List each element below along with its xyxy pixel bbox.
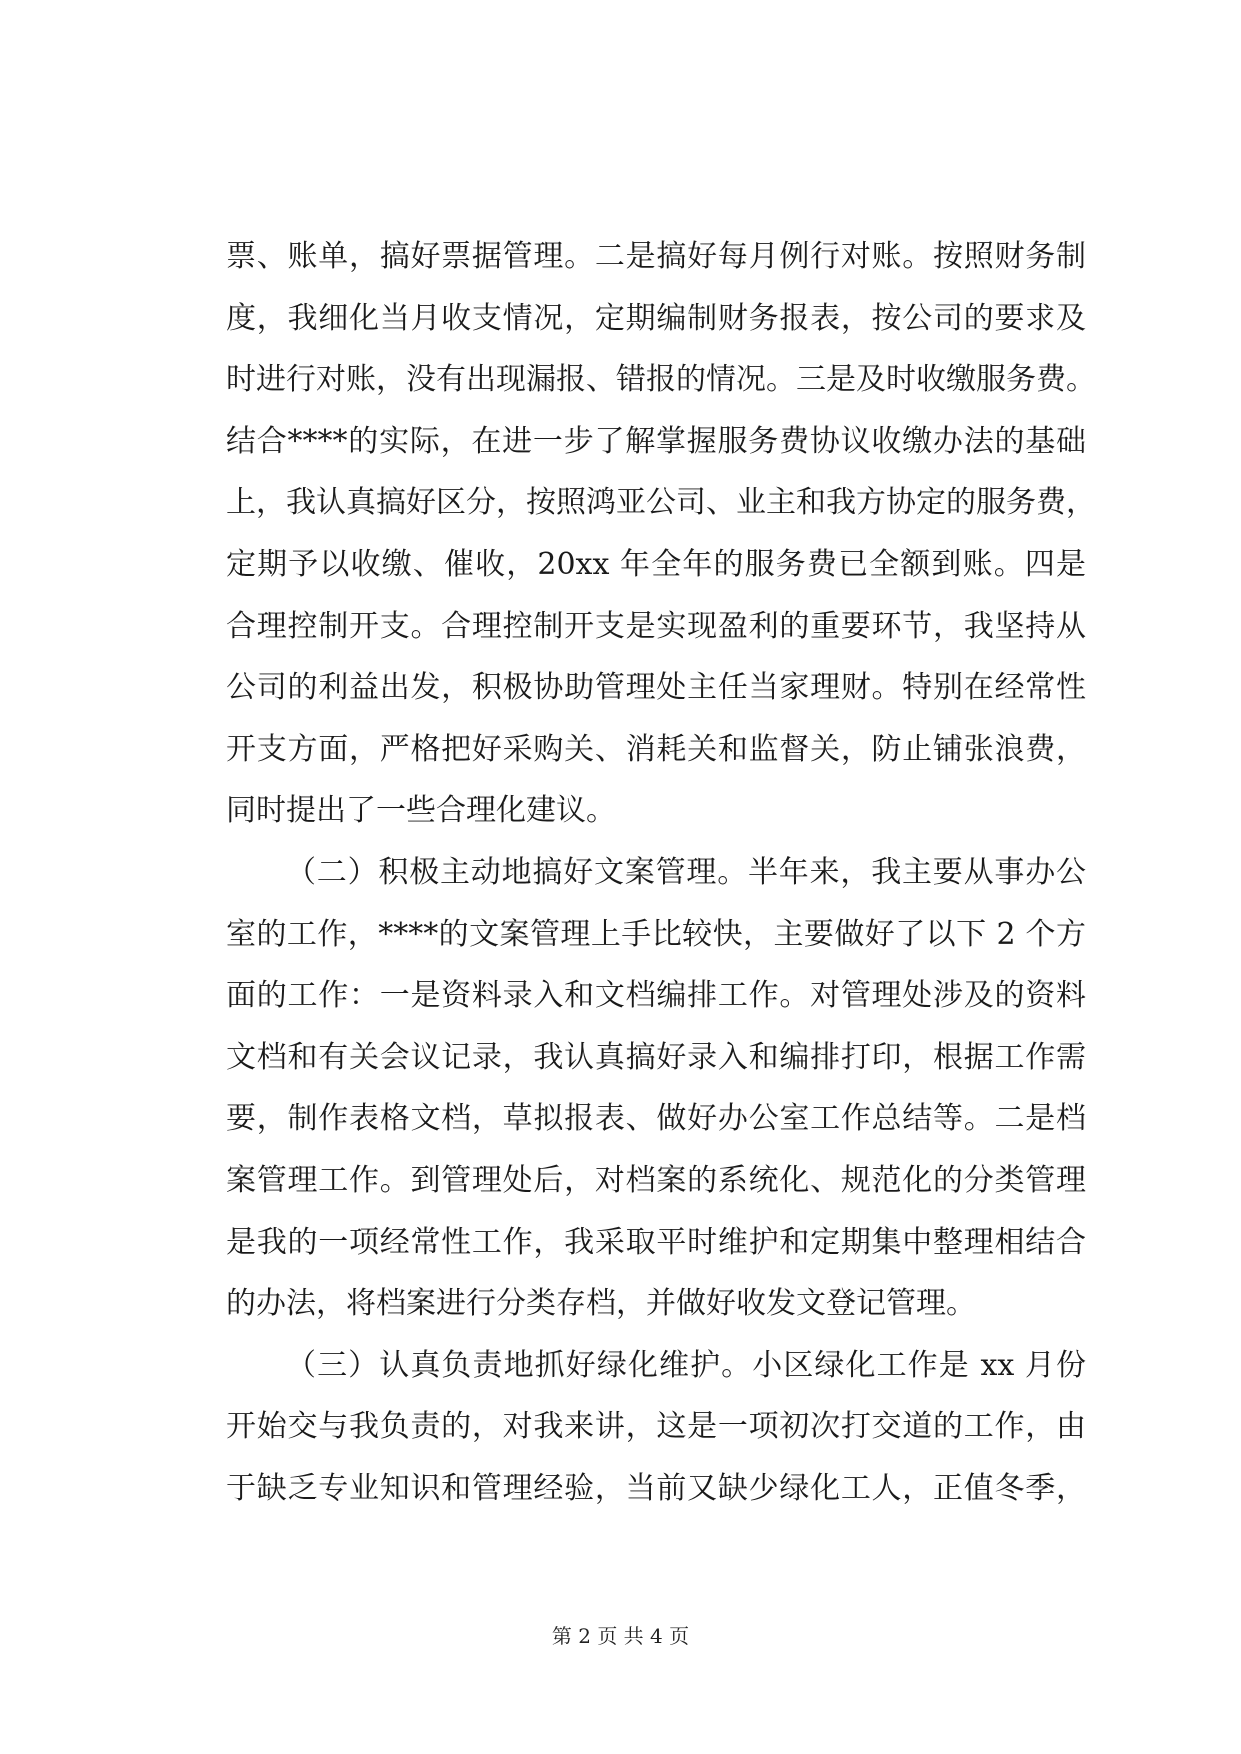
text-line: 公司的利益出发，积极协助管理处主任当家理财。特别在经常性 [226, 670, 1086, 706]
text-line: 结合****的实际，在进一步了解掌握服务费协议收缴办法的基础 [226, 423, 1086, 459]
text-line: 合理控制开支。合理控制开支是实现盈利的重要环节，我坚持从 [226, 608, 1086, 644]
text-line: 于缺乏专业知识和管理经验，当前又缺少绿化工人，正值冬季， [226, 1470, 1086, 1506]
text-line: 面的工作：一是资料录入和文档编排工作。对管理处涉及的资料 [226, 978, 1086, 1014]
text-line: 时进行对账，没有出现漏报、错报的情况。三是及时收缴服务费。 [226, 362, 1096, 398]
section-heading-line: （二）积极主动地搞好文案管理。半年来，我主要从事办公 [286, 854, 1086, 890]
text-line: 开支方面，严格把好采购关、消耗关和监督关，防止铺张浪费， [226, 731, 1086, 767]
text-line: 的办法，将档案进行分类存档，并做好收发文登记管理。 [226, 1286, 976, 1322]
text-line: 文档和有关会议记录，我认真搞好录入和编排打印，根据工作需 [226, 1039, 1086, 1075]
text-line: 度，我细化当月收支情况，定期编制财务报表，按公司的要求及 [226, 300, 1086, 336]
page-number-footer: 第 2 页 共 4 页 [551, 1624, 690, 1648]
text-line: 开始交与我负责的，对我来讲，这是一项初次打交道的工作，由 [226, 1409, 1086, 1445]
text-line: 同时提出了一些合理化建议。 [226, 793, 616, 829]
document-body [226, 226, 1096, 1519]
text-line: 上，我认真搞好区分，按照鸿亚公司、业主和我方协定的服务费， [226, 485, 1096, 521]
text-line: 室的工作，****的文案管理上手比较快，主要做好了以下 2 个方 [226, 916, 1086, 952]
text-line: 票、账单，搞好票据管理。二是搞好每月例行对账。按照财务制 [226, 239, 1086, 274]
text-line: 定期予以收缴、催收，20xx 年全年的服务费已全额到账。四是 [226, 546, 1086, 582]
text-line: 要，制作表格文档，草拟报表、做好办公室工作总结等。二是档 [226, 1101, 1086, 1137]
text-line: 是我的一项经常性工作，我采取平时维护和定期集中整理相结合 [226, 1224, 1086, 1260]
text-line: 案管理工作。到管理处后，对档案的系统化、规范化的分类管理 [226, 1162, 1086, 1198]
section-heading-line: （三）认真负责地抓好绿化维护。小区绿化工作是 xx 月份 [286, 1347, 1086, 1383]
